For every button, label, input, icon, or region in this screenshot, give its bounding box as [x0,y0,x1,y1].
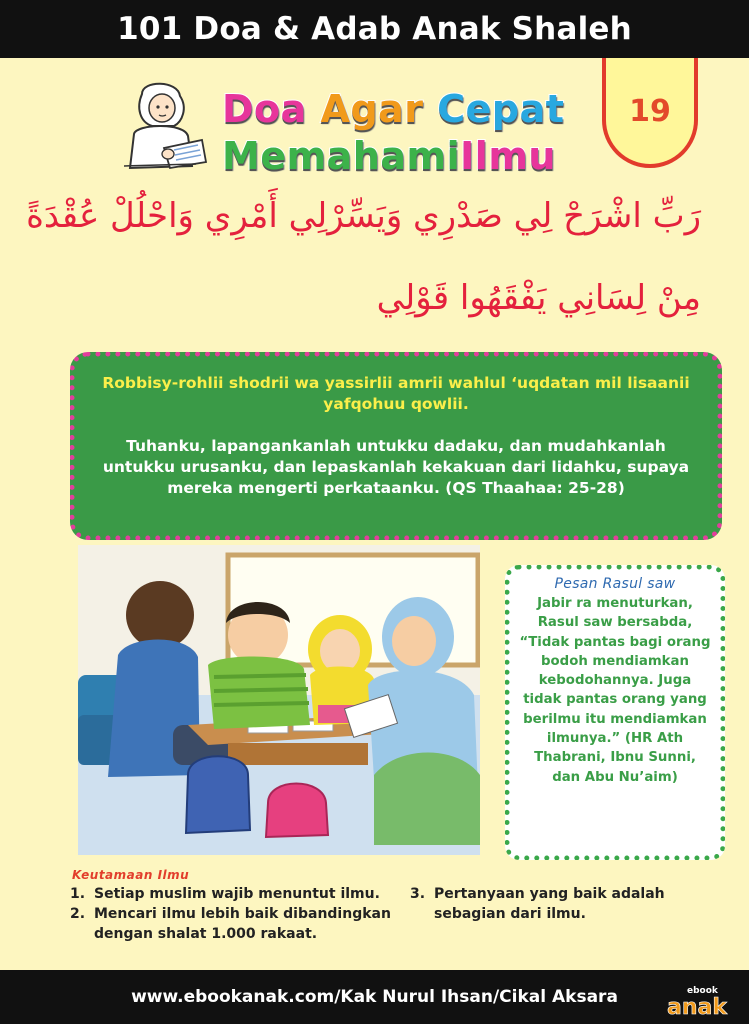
page-number: 19 [629,94,671,129]
logo-big-text: anak [667,995,727,1018]
list-item [410,884,690,924]
list-item-number: 3. [410,886,426,902]
footer-bar [0,970,749,1024]
pesan-title: Pesan Rasul saw [554,576,676,592]
prayer-transliteration: Robbisy-rohlii shodrii wa yassirlii amrii wahlul ‘uqdatan mil lisaanii yafqohuu qowlii. [102,374,690,413]
ebookanak-logo-icon [665,982,735,1018]
prayer-translation: Tuhanku, lapangankanlah untukku dadaku, dan mudahkanlah untukku urusanku, dan lepaskanlah kekakuan dari lidahku, supaya mereka mengerti perkataanku. (QS Thaahaa: 25-28) [102,437,690,497]
keutamaan-list-left [70,884,405,944]
keutamaan-list-right [410,884,690,924]
list-item [70,884,405,904]
list-item-number: 1. [70,886,86,902]
logo-small-text: ebook [687,986,718,996]
list-item-text: Mencari ilmu lebih baik dibandingkan dengan shalat 1.000 rakaat. [94,906,391,942]
footer-credit: www.ebookanak.com/Kak Nurul Ihsan/Cikal Aksara [131,987,618,1007]
list-item-text: Setiap muslim wajib menuntut ilmu. [94,886,380,902]
book-title-bar [0,0,749,58]
arabic-prayer-line-1: رَبِّ اشْرَحْ لِي صَدْرِي وَيَسِّرْلِي أَمْرِي وَاحْلُلْ عُقْدَةً [26,196,701,236]
pesan-rasul-box [505,565,725,860]
prayer-box [70,352,722,540]
page-title [222,86,582,180]
page-number-badge [602,58,698,168]
title-word-doa: Doa [222,87,307,131]
title-word-ilmu: Ilmu [460,134,556,178]
title-word-cepat: Cepat [437,87,565,131]
pesan-text: Jabir ra menuturkan, Rasul saw bersabda, “Tidak pantas bagi orang bodoh mendiamkan kebodohannya. Juga tidak pantas orang yang berilmu itu mendiamkan ilmunya.” (HR Ath Thabrani, Ibnu Sunni, dan Abu Nu’aim) [519,596,711,785]
list-item-text: Pertanyaan yang baik adalah sebagian dari ilmu. [434,886,665,922]
girl-reading-icon [112,78,208,176]
book-title: 101 Doa & Adab Anak Shaleh [117,11,632,47]
title-word-memahami: Memahami [222,134,461,178]
arabic-prayer-line-2: مِنْ لِسَانِي يَفْقَهُوا قَوْلِي [376,278,701,318]
title-word-agar: Agar [320,87,424,131]
keutamaan-title: Keutamaan Ilmu [72,868,190,882]
list-item [70,904,405,944]
list-item-number: 2. [70,906,86,922]
children-studying-illustration [78,545,480,855]
